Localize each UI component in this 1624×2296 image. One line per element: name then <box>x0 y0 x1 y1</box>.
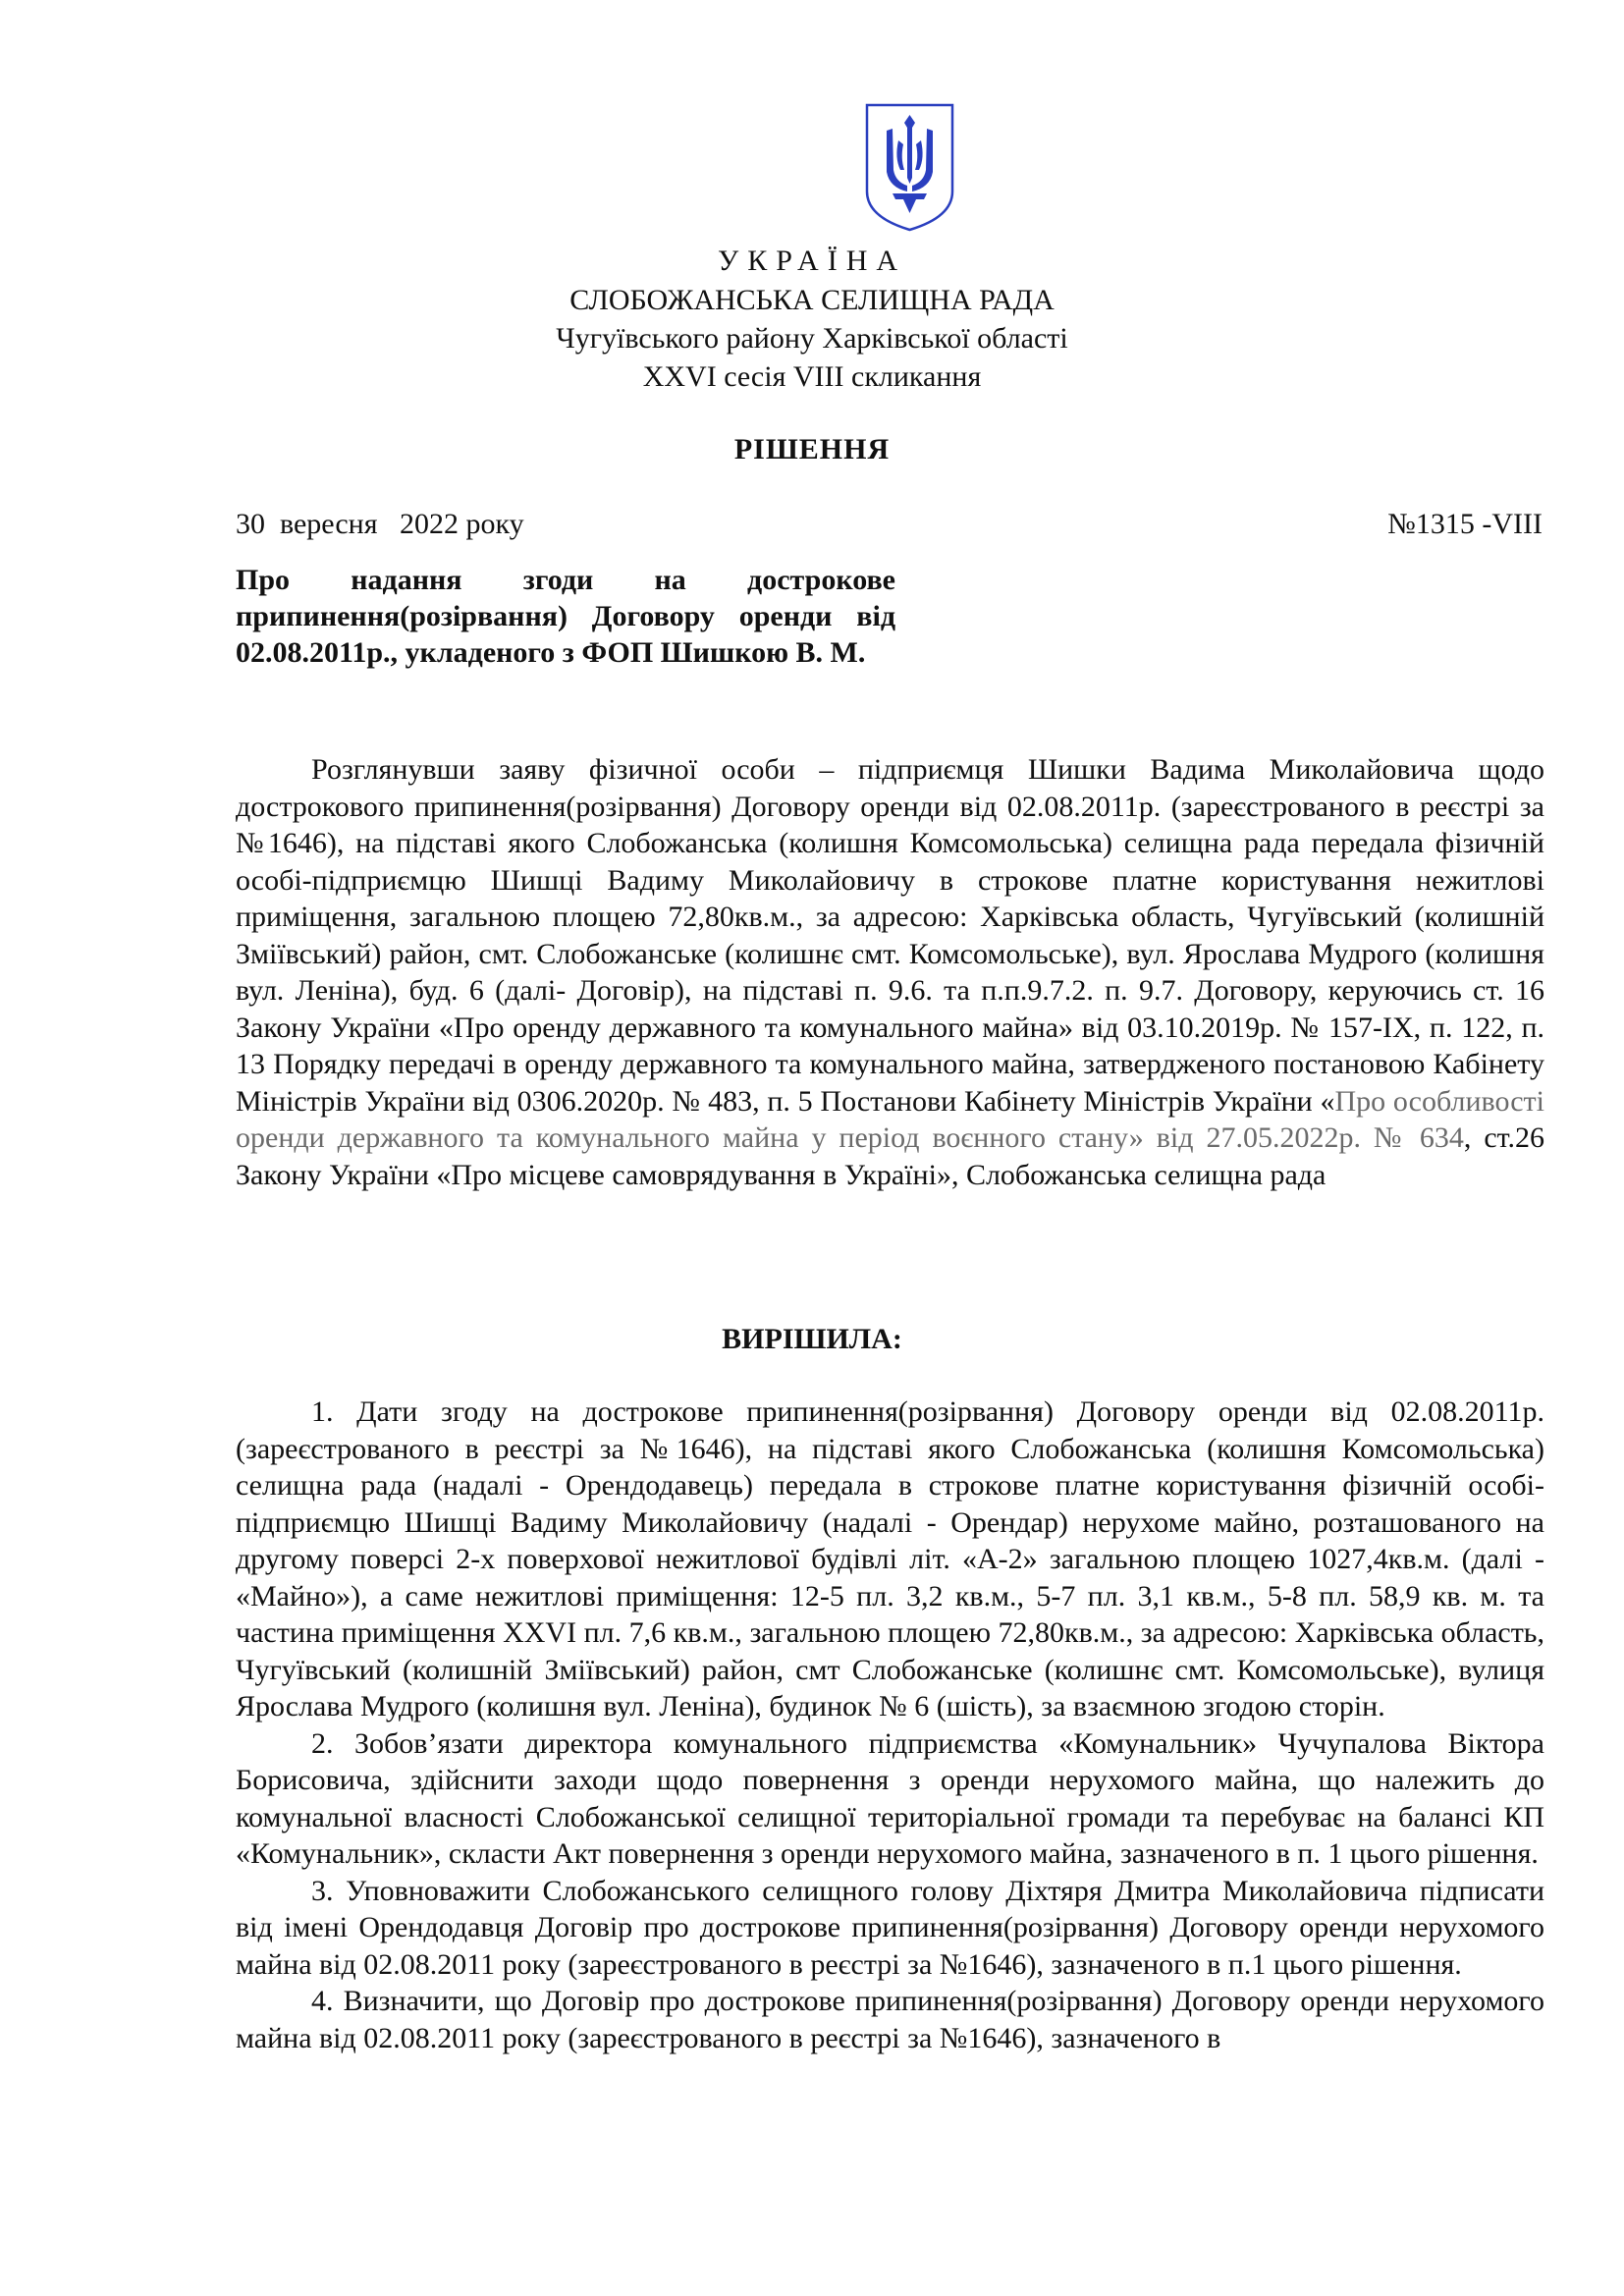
coat-of-arms-icon <box>863 101 956 234</box>
preamble-quoted-resolution: Про особливості оренди державного та комунального майна у період воєнного стану» від 27.05.2022р. № 634 <box>236 1084 1544 1154</box>
decision-number: №1315 -VIII <box>1387 508 1543 540</box>
decision-date: 30 вересня 2022 року <box>236 508 524 540</box>
country-heading: УКРАЇНА <box>717 245 907 277</box>
council-heading: СЛОБОЖАНСЬКА СЕЛИЩНА РАДА <box>569 284 1055 316</box>
preamble-text: Розглянувши заяву фізичної особи – підприємця Шишки Вадима Миколайовича щодо дострокового припинення(розірвання) Договору оренди від 02.08.2011р. (зареєстрованого в реєстрі за №1646), на підставі якого Слобожанська (колишня Комсомольська) селищна рада передала фізичній особі-підприємцю Шишці Вадиму Миколайовичу в строкове платне користування нежитлові приміщення, загальною площею 72,80кв.м., за адресою: Харківська область, Чугуївський (колишній Зміївський) район, смт. Слобожанське (колишнє смт. Комсомольське), вул. Ярослава Мудрого (колишня вул. Леніна), буд. 6 (далі- Договір), на підставі п. 9.6. та п.п.9.7.2. п. 9.7. Договору, керуючись ст. 16 Закону України «Про оренду державного та комунального майна» від 03.10.2019р. № 157-IX, п. 122, п. 13 Порядку передачі в оренду державного та комунального майна, затвердженого постановою Кабінету Міністрів України від 0306.2020р. № 483, п. 5 Постанови Кабінету Міністрів України « <box>236 753 1544 1118</box>
preamble-text-end: , ст.26 Закону України «Про місцеве самоврядування в Україні», Слобожанська селищна рада <box>236 1121 1545 1191</box>
document-title: РІШЕННЯ <box>733 433 891 465</box>
decision-subject: Про надання згоди на дострокове припинення(розірвання) Договору оренди від 02.08.2011р., укладеного з ФОП Шишкою В. М. <box>236 564 895 669</box>
preamble-paragraph <box>236 751 1544 1193</box>
resolution-items <box>236 1394 1544 2056</box>
resolution-item-1: 1. Дати згоду на дострокове припинення(розірвання) Договору оренди від 02.08.2011р. (зареєстрованого в реєстрі за №1646), на підставі якого Слобожанська (колишня Комсомольська) селищна рада (надалі - Орендодавець) передала в строкове платне користування фізичній особі-підприємцю Шишці Вадиму Миколайовичу (надалі - Орендар) нерухоме майно, розташованого на другому поверсі 2-х поверхової нежитлової будівлі літ. «А-2» загальною площею 1027,4кв.м. (далі - «Майно»), а саме нежитлові приміщення: 12-5 пл. 3,2 кв.м., 5-7 пл. 3,1 кв.м., 5-8 пл. 58,9 кв. м. та частина приміщення XXVI пл. 7,6 кв.м., загальною площею 72,80кв.м., за адресою: Харківська область, Чугуївський (колишній Зміївський) район, смт Слобожанське (колишнє смт. Комсомольське), вулиця Ярослава Мудрого (колишня вул. Леніна), будинок № 6 (шість), за взаємною згодою сторін. <box>236 1395 1544 1722</box>
resolution-item-3: 3. Уповноважити Слобожанського селищного голову Діхтяря Дмитра Миколайовича підписати від імені Орендодавця Договір про дострокове припинення(розірвання) Договору оренди нерухомого майна від 02.08.2011 року (зареєстрованого в реєстрі за №1646), зазначеного в п.1 цього рішення. <box>236 1874 1544 1981</box>
district-heading: Чугуївського району Харківської області <box>556 322 1068 355</box>
resolution-item-4: 4. Визначити, що Договір про дострокове припинення(розірвання) Договору оренди нерухомого майна від 02.08.2011 року (зареєстрованого в реєстрі за №1646), зазначеного в <box>236 1985 1544 2054</box>
preamble <box>236 751 1544 1193</box>
session-heading: XXVI сесія VIII скликання <box>642 360 982 393</box>
resolution-item-2: 2. Зобов’язати директора комунального підприємства «Комунальник» Чучупалова Віктора Борисовича, здійснити заходи щодо повернення з оренди нерухомого майна, що належить до комунальної власності Слобожанської селищної територіальної громади та перебуває на балансі КП «Комунальник», скласти Акт повернення з оренди нерухомого майна, зазначеного в п. 1 цього рішення. <box>236 1726 1544 1870</box>
resolved-heading: ВИРІШИЛА: <box>722 1323 902 1355</box>
